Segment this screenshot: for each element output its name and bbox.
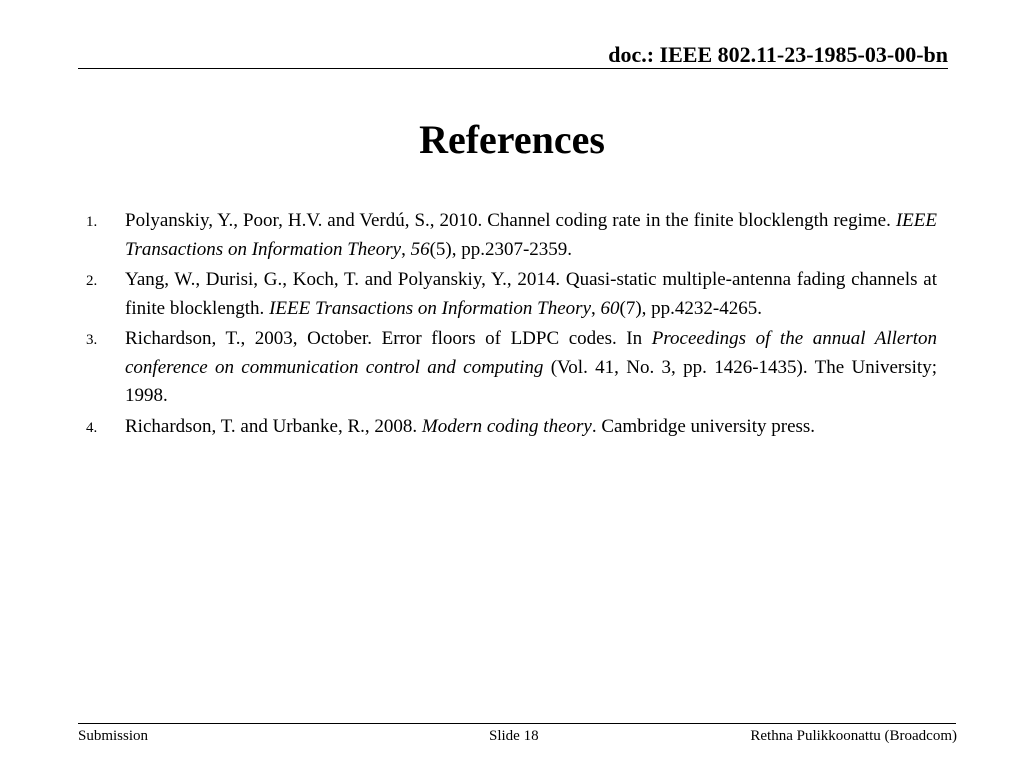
reference-book-title: Modern coding theory: [421, 415, 592, 437]
reference-number: 2.: [86, 273, 98, 289]
reference-number: 1.: [86, 214, 98, 230]
reference-volume: 56: [410, 238, 430, 260]
reference-publisher: . Cambridge university press.: [591, 415, 816, 437]
footer-divider: [78, 723, 956, 724]
reference-number: 3.: [86, 332, 98, 348]
reference-journal: IEEE Transactions on Information Theory: [125, 210, 937, 260]
document-id: doc.: IEEE 802.11-23-1985-03-00-bn: [608, 42, 948, 67]
reference-proceedings: Proceedings of the annual Allerton conference on communication control and computing: [125, 328, 937, 378]
reference-authors-title: Richardson, T., 2003, October. Error floors of LDPC codes. In: [125, 328, 652, 349]
reference-pages: (7), pp.4232-4265.: [619, 297, 762, 319]
reference-item-2: [86, 266, 937, 323]
reference-journal: IEEE Transactions on Information Theory: [269, 297, 592, 319]
reference-details: (Vol. 41, No. 3, pp. 1426-1435). The University; 1998.: [125, 356, 937, 406]
reference-item-4: [86, 413, 937, 442]
footer-slide-number: Slide 18: [489, 728, 539, 744]
reference-separator: ,: [401, 238, 411, 260]
reference-number: 4.: [86, 419, 98, 436]
footer-author: Rethna Pulikkoonattu (Broadcom): [750, 728, 957, 744]
header-divider: [78, 68, 948, 69]
reference-item-1: [86, 207, 937, 264]
reference-item-3: [86, 325, 937, 411]
slide-title: References: [419, 117, 605, 162]
reference-text: [125, 269, 937, 319]
reference-separator: ,: [591, 297, 601, 319]
reference-text: [125, 328, 937, 406]
reference-authors-title: Yang, W., Durisi, G., Koch, T. and Polyanskiy, Y., 2014. Quasi-static multiple-antenna fading channels at finite blocklength.: [125, 269, 937, 319]
reference-authors-year: Richardson, T. and Urbanke, R., 2008.: [125, 415, 422, 437]
reference-volume: 60: [600, 297, 620, 319]
reference-authors-title: Polyanskiy, Y., Poor, H.V. and Verdú, S., 2010. Channel coding rate in the finite blocklength regime.: [125, 210, 896, 231]
reference-list: [86, 207, 937, 443]
reference-pages: (5), pp.2307-2359.: [429, 238, 573, 260]
footer-submission-label: Submission: [78, 728, 149, 744]
reference-text: [125, 210, 937, 260]
reference-text: [125, 416, 815, 437]
